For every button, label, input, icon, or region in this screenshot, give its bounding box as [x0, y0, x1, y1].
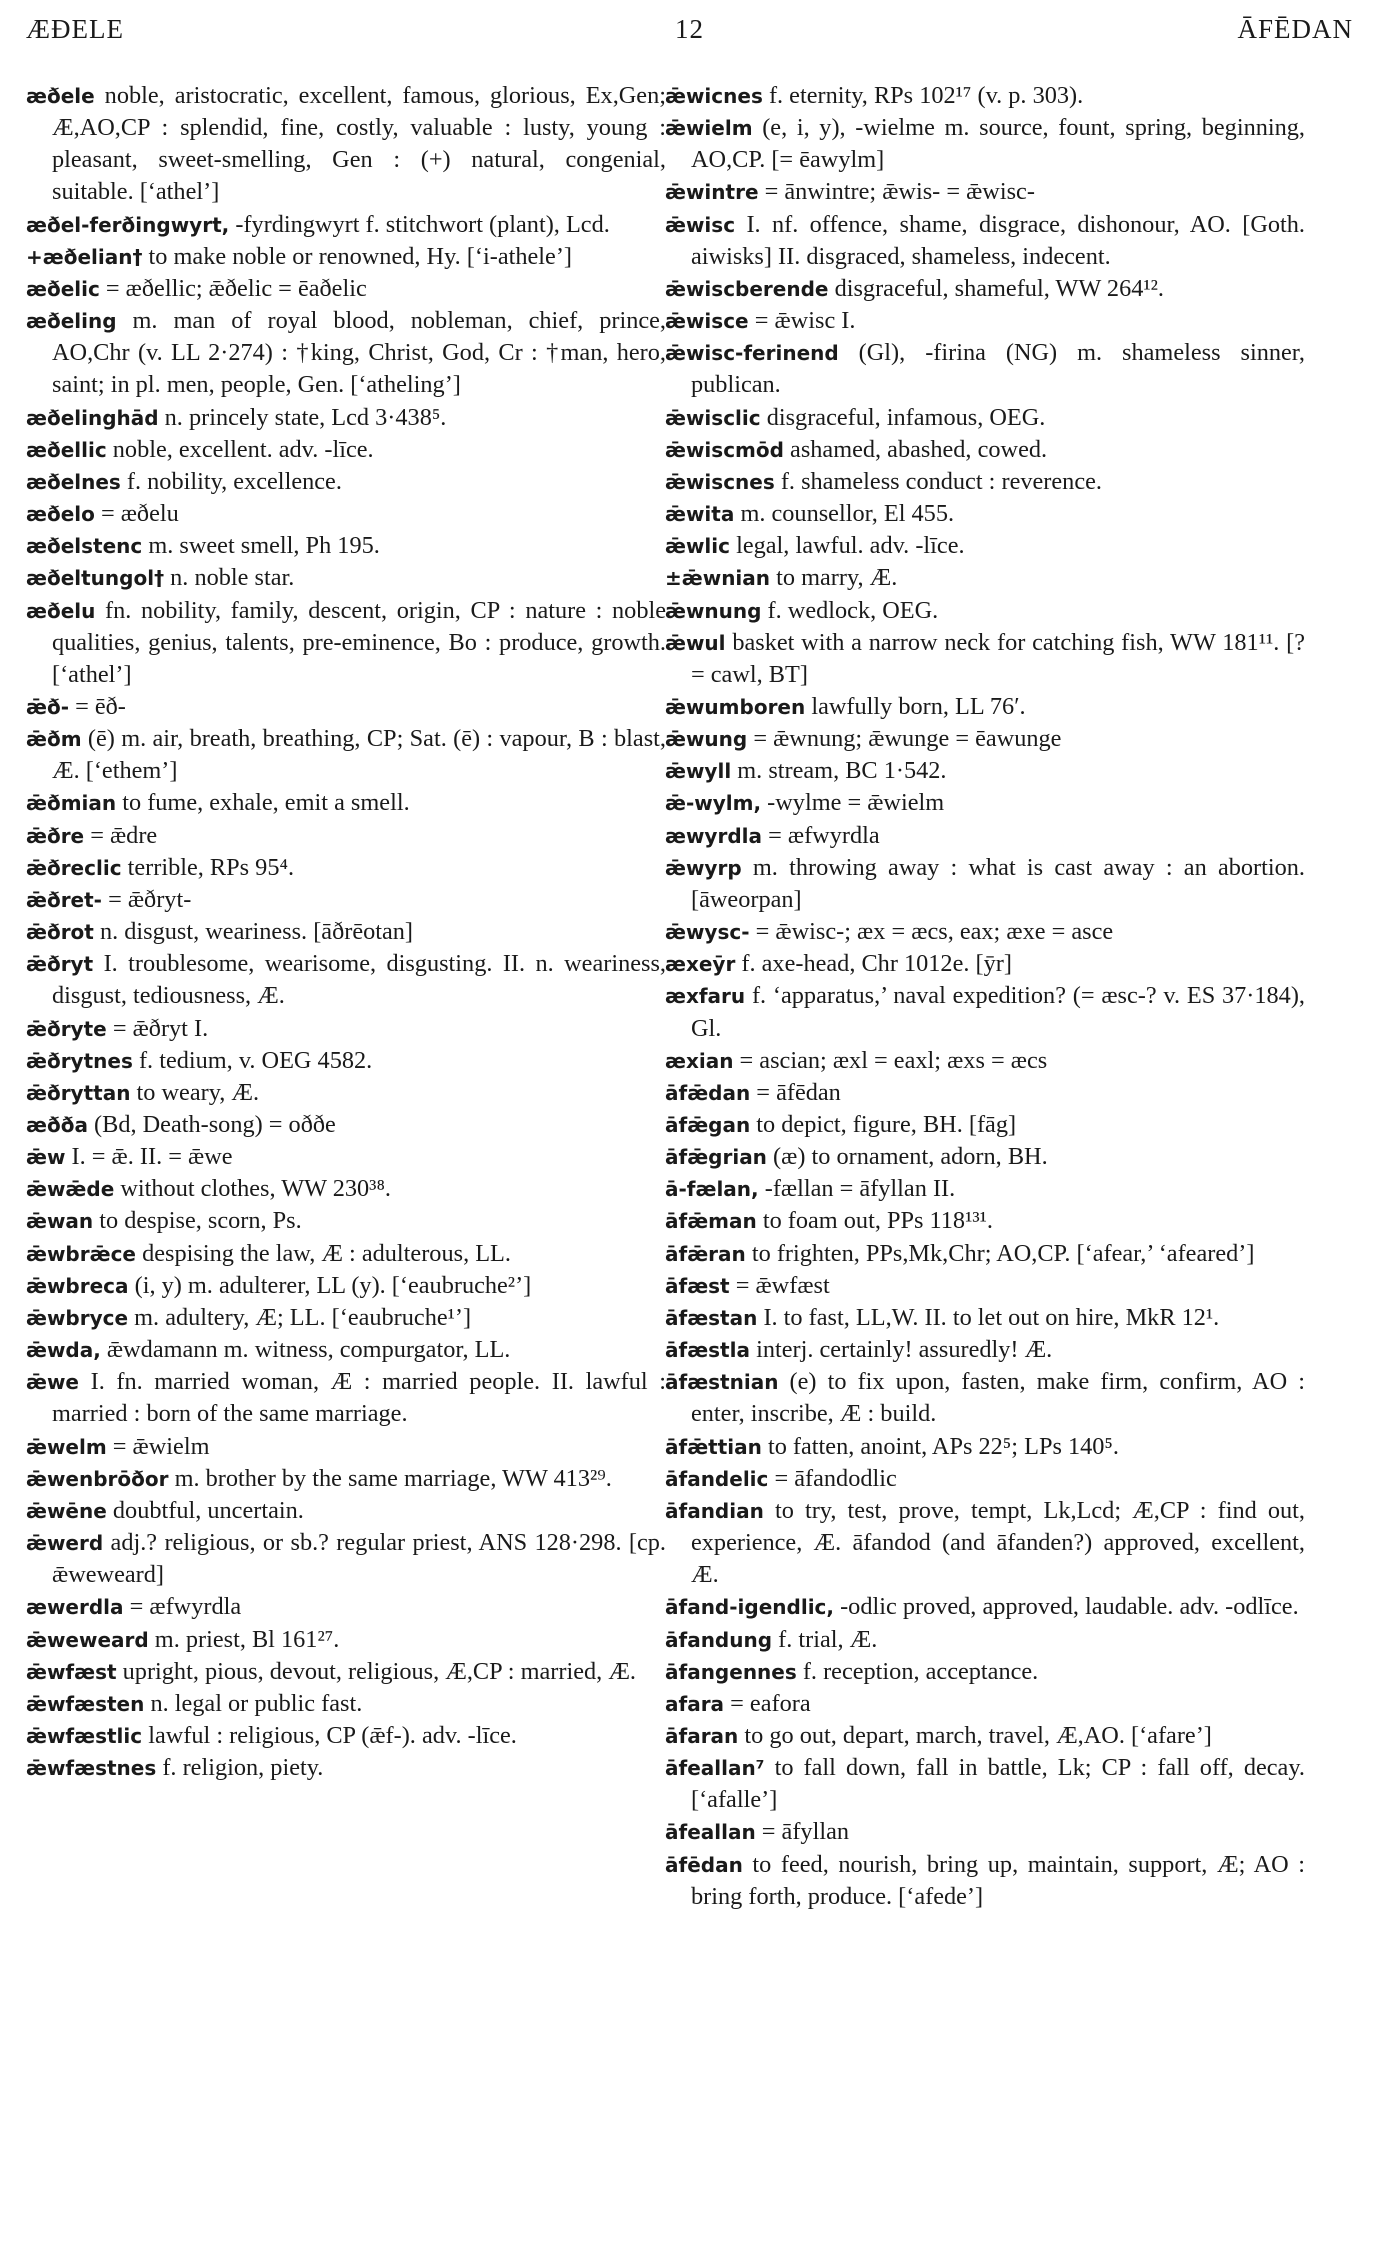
- dictionary-entry: [665, 1302, 1305, 1334]
- entry-definition: terrible, RPs 95⁴.: [127, 853, 295, 881]
- entry-definition: = ǣdre: [90, 821, 158, 849]
- entry-definition: = ǣwnung; ǣwunge = ēawunge: [753, 725, 1062, 753]
- entry-definition: = ǣwielm: [112, 1432, 210, 1460]
- dictionary-entry: [26, 530, 666, 562]
- dictionary-entry: [26, 1238, 666, 1270]
- entry-headword: ǣwelm: [26, 1434, 107, 1459]
- dictionary-entry: [665, 337, 1305, 401]
- dictionary-entry: [665, 112, 1305, 176]
- dictionary-entry: [665, 916, 1305, 948]
- entry-definition: = æfwyrdla: [129, 1593, 242, 1621]
- entry-headword: āfǣgrian: [665, 1145, 767, 1170]
- dictionary-entry: [26, 1302, 666, 1334]
- entry-headword: ǣwerd: [26, 1531, 104, 1556]
- dictionary-entry: [665, 80, 1305, 112]
- entry-headword: æðele: [26, 84, 95, 108]
- right-column: [665, 80, 1305, 1913]
- entry-definition: (i, y) m. adulterer, LL (y). [‘eaubruche²’]: [134, 1271, 532, 1299]
- entry-headword: æðeling: [26, 309, 117, 334]
- dictionary-entry: [665, 1752, 1305, 1816]
- entry-headword: ǣðryttan: [26, 1080, 131, 1105]
- entry-definition: adj.? religious, or sb.? regular priest, ANS 128·298. [cp. ǣweweard]: [52, 1529, 666, 1589]
- running-header: [26, 14, 1353, 54]
- entry-definition: lawfully born, LL 76′.: [811, 692, 1026, 720]
- entry-definition: to despise, scorn, Ps.: [99, 1207, 302, 1235]
- dictionary-entry: [26, 1141, 666, 1173]
- entry-definition: ǣwdamann m. witness, compurgator, LL.: [106, 1336, 511, 1364]
- dictionary-entry: [26, 209, 666, 241]
- entry-definition: fn. nobility, family, descent, origin, CP : nature : noble qualities, genius, talents, pre-eminence, Bo : produce, growth. [‘athel’]: [52, 596, 667, 688]
- entry-headword: æwerdla: [26, 1595, 124, 1620]
- dictionary-entry: [26, 273, 666, 305]
- entry-definition: f. nobility, excellence.: [126, 467, 342, 495]
- dictionary-entry: [26, 820, 666, 852]
- dictionary-entry: [26, 1495, 666, 1527]
- dictionary-entry: [26, 1656, 666, 1688]
- entry-headword: ǣwfæsten: [26, 1691, 145, 1716]
- entry-headword: ǣwe: [26, 1370, 79, 1395]
- entry-definition: ashamed, abashed, cowed.: [790, 435, 1048, 463]
- dictionary-entry: [26, 787, 666, 819]
- entry-definition: = ǣwfæst: [735, 1271, 830, 1299]
- entry-definition: = ǣðryt-: [108, 885, 192, 913]
- entry-headword: ǣ-wylm,: [665, 791, 762, 816]
- entry-headword: ǣðm: [26, 727, 82, 752]
- entry-headword: afara: [665, 1691, 725, 1716]
- entry-definition: f. ‘apparatus,’ naval expedition? (= æsc-? v. ES 37·184), Gl.: [691, 982, 1305, 1042]
- entry-headword: æðelic: [26, 276, 100, 301]
- entry-headword: āfǣman: [665, 1209, 757, 1234]
- entry-definition: legal, lawful. adv. -līce.: [736, 532, 965, 560]
- dictionary-entry: [665, 1816, 1305, 1848]
- entry-definition: I. fn. married woman, Æ : married people. II. lawful : married : born of the same marriage.: [52, 1368, 666, 1428]
- dictionary-entry: [26, 948, 666, 1012]
- dictionary-entry: [665, 1849, 1305, 1913]
- entry-definition: = eafora: [730, 1689, 811, 1717]
- entry-headword: ā-fælan,: [665, 1177, 759, 1202]
- entry-definition: to frighten, PPs,Mk,Chr; AO,CP. [‘afear,’ ‘afeared’]: [751, 1239, 1255, 1267]
- dictionary-entry: [665, 1720, 1305, 1752]
- entry-definition: m. throwing away : what is cast away : an abortion. [āweorpan]: [691, 853, 1306, 913]
- entry-definition: to feed, nourish, bring up, maintain, support, Æ; AO : bring forth, produce. [‘afede’]: [691, 1850, 1306, 1910]
- entry-definition: (æ) to ornament, adorn, BH.: [773, 1143, 1048, 1171]
- dictionary-entry: [26, 1688, 666, 1720]
- entry-definition: I. nf. offence, shame, disgrace, dishonour, AO. [Goth. aiwisks] II. disgraced, shameless, indecent.: [691, 210, 1305, 270]
- entry-headword: āfǣgan: [665, 1113, 751, 1137]
- entry-headword: ǣwita: [665, 502, 735, 527]
- dictionary-entry: [665, 595, 1305, 627]
- entry-definition: (Bd, Death-song) = oððe: [94, 1111, 336, 1138]
- dictionary-entry: [26, 402, 666, 434]
- dictionary-entry: [665, 1366, 1305, 1430]
- entry-headword: ǣwbreca: [26, 1273, 129, 1298]
- dictionary-entry: [665, 466, 1305, 498]
- entry-headword: ǣwǣde: [26, 1177, 115, 1202]
- dictionary-entry: [665, 176, 1305, 208]
- dictionary-entry: [26, 1720, 666, 1752]
- dictionary-entry: [665, 434, 1305, 466]
- dictionary-entry: [665, 1045, 1305, 1077]
- entry-headword: ǣðre: [26, 823, 85, 848]
- dictionary-entry: [665, 1141, 1305, 1173]
- entry-headword: āfæstla: [665, 1338, 750, 1363]
- entry-headword: æðelstenc: [26, 534, 143, 559]
- entry-headword: āfæstan: [665, 1305, 758, 1330]
- entry-headword: æðel-ferðingwyrt,: [26, 212, 230, 237]
- dictionary-entry: [665, 1077, 1305, 1109]
- entry-definition: = ǣwisc-; æx = æcs, eax; æxe = asce: [755, 918, 1114, 946]
- dictionary-entry: [665, 209, 1305, 273]
- entry-headword: ǣwul: [665, 630, 726, 655]
- entry-definition: = ǣðryt I.: [112, 1014, 209, 1042]
- entry-headword: āfǣttian: [665, 1434, 762, 1459]
- entry-headword: ǣðrot: [26, 920, 94, 945]
- entry-headword: ǣwēne: [26, 1498, 107, 1523]
- entry-headword: ǣwicnes: [665, 84, 763, 108]
- entry-definition: n. noble star.: [170, 564, 295, 592]
- dictionary-entry: [26, 1463, 666, 1495]
- dictionary-entry: [26, 595, 666, 691]
- dictionary-entry: [665, 948, 1305, 980]
- entry-headword: ǣwbrǣce: [26, 1241, 136, 1266]
- entry-definition: to make noble or renowned, Hy. [‘i-athele’]: [148, 242, 572, 270]
- page-number: 12: [675, 14, 704, 44]
- entry-headword: æxian: [665, 1048, 734, 1073]
- entry-headword: +æðelian†: [26, 244, 143, 269]
- entry-headword: āfǣdan: [665, 1080, 751, 1105]
- dictionary-entry: [26, 80, 666, 209]
- dictionary-entry: [26, 1045, 666, 1077]
- entry-headword: ǣwysc-: [665, 920, 750, 945]
- entry-definition: disgraceful, shameful, WW 264¹².: [834, 274, 1165, 302]
- entry-definition: = āfēdan: [756, 1078, 841, 1106]
- entry-definition: doubtful, uncertain.: [112, 1496, 304, 1524]
- dictionary-entry: [665, 820, 1305, 852]
- entry-headword: æðða: [26, 1113, 88, 1137]
- entry-definition: noble, aristocratic, excellent, famous, glorious, Ex,Gen; Æ,AO,CP : splendid, fine, costly, valuable : lusty, young : pleasant, sweet-smelling, Gen : (+) natural, congenial, suitable. [‘athel’]: [52, 82, 666, 206]
- entry-headword: ǣwlic: [665, 534, 730, 559]
- dictionary-entry: [26, 852, 666, 884]
- entry-headword: ǣweweard: [26, 1627, 149, 1652]
- entry-definition: f. religion, piety.: [162, 1754, 324, 1782]
- entry-definition: (e) to fix upon, fasten, make firm, confirm, AO : enter, inscribe, Æ : build.: [691, 1368, 1305, 1428]
- entry-definition: noble, excellent. adv. -līce.: [112, 435, 374, 463]
- entry-headword: ǣwfæstlic: [26, 1723, 143, 1748]
- dictionary-entry: [26, 884, 666, 916]
- dictionary-entry: [26, 1527, 666, 1591]
- dictionary-entry: [665, 562, 1305, 594]
- entry-headword: æðelinghād: [26, 405, 159, 430]
- dictionary-entry: [26, 1366, 666, 1430]
- entry-headword: āfeallan⁷: [665, 1756, 765, 1781]
- entry-definition: = ǣwisc I.: [754, 307, 856, 335]
- entry-definition: m. brother by the same marriage, WW 413²⁹.: [174, 1464, 612, 1492]
- dictionary-entry: [26, 1077, 666, 1109]
- entry-definition: without clothes, WW 230³⁸.: [120, 1175, 391, 1203]
- entry-definition: m. adultery, Æ; LL. [‘eaubruche¹’]: [134, 1303, 472, 1331]
- entry-headword: æxeȳr: [665, 952, 736, 977]
- entry-definition: basket with a narrow neck for catching fish, WW 181¹¹. [? = cawl, BT]: [691, 628, 1305, 688]
- entry-definition: n. legal or public fast.: [150, 1689, 363, 1717]
- dictionary-entry: [665, 691, 1305, 723]
- dictionary-entry: [665, 852, 1305, 916]
- entry-definition: = ascian; æxl = eaxl; æxs = æcs: [739, 1046, 1048, 1074]
- entry-headword: ǣwda,: [26, 1338, 101, 1363]
- dictionary-entry: [665, 723, 1305, 755]
- dictionary-entry: [26, 241, 666, 273]
- entry-headword: ±ǣwnian: [665, 566, 771, 591]
- entry-headword: ǣwenbrōðor: [26, 1466, 169, 1491]
- entry-definition: n. disgust, weariness. [āðrēotan]: [99, 918, 414, 946]
- dictionary-entry: [665, 980, 1305, 1044]
- entry-definition: to fume, exhale, emit a smell.: [122, 789, 410, 817]
- entry-definition: lawful : religious, CP (ǣf-). adv. -līce.: [148, 1721, 517, 1749]
- dictionary-entry: [665, 1334, 1305, 1366]
- entry-headword: æxfaru: [665, 984, 746, 1009]
- dictionary-entry: [26, 466, 666, 498]
- dictionary-entry: [26, 1013, 666, 1045]
- dictionary-entry: [26, 1270, 666, 1302]
- entry-headword: ǣðryt: [26, 952, 94, 977]
- entry-headword: āfaran: [665, 1723, 739, 1748]
- dictionary-entry: [665, 305, 1305, 337]
- dictionary-entry: [26, 1752, 666, 1784]
- dictionary-entry: [665, 273, 1305, 305]
- entry-headword: æwyrdla: [665, 823, 763, 848]
- dictionary-entry: [26, 1109, 666, 1141]
- dictionary-entry: [26, 1591, 666, 1623]
- entry-definition: m. sweet smell, Ph 195.: [148, 532, 380, 560]
- dictionary-entry: [665, 1270, 1305, 1302]
- dictionary-entry: [665, 787, 1305, 819]
- entry-headword: āfæst: [665, 1273, 730, 1298]
- entry-headword: ǣð-: [26, 694, 69, 719]
- entry-headword: ǣwiscberende: [665, 276, 829, 301]
- entry-headword: āfandelic: [665, 1466, 769, 1491]
- entry-definition: to foam out, PPs 118¹³¹.: [762, 1207, 994, 1235]
- entry-definition: m. counsellor, El 455.: [740, 500, 955, 528]
- dictionary-entry: [26, 1205, 666, 1237]
- entry-headword: æðelu: [26, 598, 96, 623]
- entry-definition: despising the law, Æ : adulterous, LL.: [142, 1239, 511, 1267]
- left-column: [26, 80, 666, 1784]
- entry-headword: æðeltungol†: [26, 566, 165, 591]
- dictionary-entry: [26, 916, 666, 948]
- entry-headword: ǣwisclic: [665, 405, 761, 430]
- entry-headword: ǣwyrp: [665, 855, 742, 880]
- entry-headword: æðelnes: [26, 469, 121, 494]
- dictionary-entry: [665, 1463, 1305, 1495]
- entry-headword: āfēdan: [665, 1852, 743, 1877]
- dictionary-entry: [665, 627, 1305, 691]
- entry-definition: -odlic proved, approved, laudable. adv. -odlīce.: [840, 1593, 1299, 1621]
- dictionary-entry: [26, 305, 666, 401]
- entry-definition: to weary, Æ.: [136, 1078, 260, 1106]
- entry-definition: = æfwyrdla: [768, 821, 880, 849]
- entry-headword: ǣwintre: [665, 180, 759, 205]
- entry-headword: ǣwan: [26, 1209, 94, 1234]
- entry-definition: = ānwintre; ǣwis- = ǣwisc-: [764, 178, 1035, 206]
- entry-definition: = æðelu: [100, 500, 179, 528]
- dictionary-entry: [665, 1238, 1305, 1270]
- entry-definition: m. stream, BC 1·542.: [737, 757, 947, 785]
- entry-definition: to depict, figure, BH. [fāg]: [756, 1111, 1017, 1138]
- entry-headword: ǣwnung: [665, 598, 762, 623]
- dictionary-entry: [665, 1431, 1305, 1463]
- entry-headword: ǣwiscmōd: [665, 437, 784, 462]
- dictionary-entry: [26, 723, 666, 787]
- entry-definition: f. shameless conduct : reverence.: [780, 467, 1102, 495]
- entry-headword: ǣwfæst: [26, 1659, 117, 1684]
- entry-headword: ǣðret-: [26, 887, 102, 912]
- entry-definition: (e, i, y), -wielme m. source, fount, spring, beginning, AO,CP. [= ēawylm]: [691, 114, 1305, 174]
- entry-definition: f. eternity, RPs 102¹⁷ (v. p. 303).: [768, 82, 1084, 109]
- entry-headword: æðellic: [26, 437, 107, 462]
- entry-definition: to fatten, anoint, APs 22⁵; LPs 140⁵.: [767, 1432, 1119, 1460]
- entry-definition: m. priest, Bl 161²⁷.: [154, 1625, 340, 1653]
- dictionary-entry: [26, 1334, 666, 1366]
- entry-headword: āfandung: [665, 1627, 773, 1652]
- entry-definition: I. troublesome, wearisome, disgusting. II. n. weariness, disgust, tediousness, Æ.: [52, 950, 666, 1010]
- entry-headword: āfandian: [665, 1498, 764, 1523]
- entry-headword: āfand-igendlic,: [665, 1595, 835, 1620]
- entry-headword: ǣwisce: [665, 309, 749, 334]
- entry-definition: m. man of royal blood, nobleman, chief, prince, AO,Chr (v. LL 2·274) : †king, Christ, God, Cr : †man, hero, saint; in pl. men, people, Gen. [‘atheling’]: [52, 307, 666, 399]
- header-last-word: ĀFĒDAN: [1237, 14, 1353, 44]
- dictionary-entry: [665, 1109, 1305, 1141]
- entry-definition: n. princely state, Lcd 3·438⁵.: [164, 403, 447, 431]
- dictionary-entry: [665, 498, 1305, 530]
- dictionary-entry: [665, 1495, 1305, 1591]
- entry-definition: disgraceful, infamous, OEG.: [766, 403, 1046, 431]
- entry-definition: -wylme = ǣwielm: [767, 789, 945, 817]
- entry-headword: ǣwyll: [665, 759, 732, 784]
- dictionary-entry: [665, 1656, 1305, 1688]
- entry-definition: upright, pious, devout, religious, Æ,CP : married, Æ.: [122, 1657, 636, 1685]
- dictionary-entry: [665, 755, 1305, 787]
- entry-definition: to go out, depart, march, travel, Æ,AO. [‘afare’]: [744, 1721, 1212, 1749]
- dictionary-entry: [665, 1205, 1305, 1237]
- entry-headword: ǣw: [26, 1145, 66, 1170]
- entry-definition: -fællan = āfyllan II.: [764, 1175, 956, 1203]
- dictionary-entry: [26, 562, 666, 594]
- entry-definition: = āfyllan: [761, 1818, 850, 1846]
- entry-headword: ǣwielm: [665, 116, 753, 141]
- entry-definition: f. wedlock, OEG.: [767, 596, 939, 624]
- entry-definition: f. tedium, v. OEG 4582.: [138, 1046, 373, 1074]
- dictionary-entry: [665, 1591, 1305, 1623]
- entry-definition: to try, test, prove, tempt, Lk,Lcd; Æ,CP : find out, experience, Æ. āfandod (and āfanden?) approved, excellent, Æ.: [691, 1496, 1305, 1589]
- entry-headword: ǣðryte: [26, 1016, 107, 1041]
- dictionary-entry: [665, 1624, 1305, 1656]
- entry-definition: I. to fast, LL,W. II. to let out on hire, MkR 12¹.: [763, 1303, 1220, 1331]
- dictionary-entry: [26, 1624, 666, 1656]
- dictionary-entry: [665, 1173, 1305, 1205]
- header-first-word: ÆÐELE: [26, 14, 124, 44]
- entry-headword: ǣwisc: [665, 212, 736, 237]
- dictionary-entry: [665, 1688, 1305, 1720]
- entry-definition: I. = ǣ. II. = ǣwe: [71, 1143, 233, 1171]
- entry-definition: = āfandodlic: [774, 1464, 897, 1492]
- entry-headword: ǣðrytnes: [26, 1048, 133, 1073]
- entry-definition: to fall down, fall in battle, Lk; CP : fall off, decay. [‘afalle’]: [691, 1754, 1305, 1814]
- entry-headword: ǣwiscnes: [665, 469, 775, 494]
- entry-definition: = æðellic; ǣðelic = ēaðelic: [105, 274, 367, 302]
- entry-headword: āfæstnian: [665, 1370, 779, 1395]
- dictionary-entry: [26, 498, 666, 530]
- entry-headword: ǣwbryce: [26, 1305, 129, 1330]
- entry-headword: ǣwisc-ferinend: [665, 341, 839, 366]
- entry-definition: f. reception, acceptance.: [802, 1657, 1039, 1685]
- entry-headword: ǣðmian: [26, 791, 117, 816]
- entry-headword: āfǣran: [665, 1241, 746, 1266]
- dictionary-entry: [26, 1431, 666, 1463]
- dictionary-entry: [665, 530, 1305, 562]
- entry-definition: = ēð-: [75, 692, 126, 720]
- entry-definition: to marry, Æ.: [776, 564, 898, 592]
- dictionary-entry: [26, 434, 666, 466]
- entry-definition: interj. certainly! assuredly! Æ.: [756, 1336, 1053, 1364]
- entry-definition: (Gl), -firina (NG) m. shameless sinner, publican.: [691, 339, 1305, 399]
- dictionary-entry: [26, 691, 666, 723]
- entry-definition: f. trial, Æ.: [778, 1625, 878, 1653]
- entry-headword: ǣwfæstnes: [26, 1756, 157, 1781]
- entry-headword: āfeallan: [665, 1820, 756, 1845]
- entry-headword: āfangennes: [665, 1659, 797, 1684]
- entry-headword: ǣðreclic: [26, 855, 122, 880]
- entry-definition: f. axe-head, Chr 1012e. [ȳr]: [741, 950, 1012, 978]
- dictionary-entry: [26, 1173, 666, 1205]
- entry-definition: -fyrdingwyrt f. stitchwort (plant), Lcd.: [235, 210, 610, 238]
- entry-headword: ǣwung: [665, 727, 748, 752]
- entry-headword: ǣwumboren: [665, 694, 806, 719]
- entry-headword: æðelo: [26, 502, 95, 527]
- dictionary-entry: [665, 402, 1305, 434]
- entry-definition: (ē) m. air, breath, breathing, CP; Sat. (ē) : vapour, B : blast, Æ. [‘ethem’]: [52, 725, 666, 785]
